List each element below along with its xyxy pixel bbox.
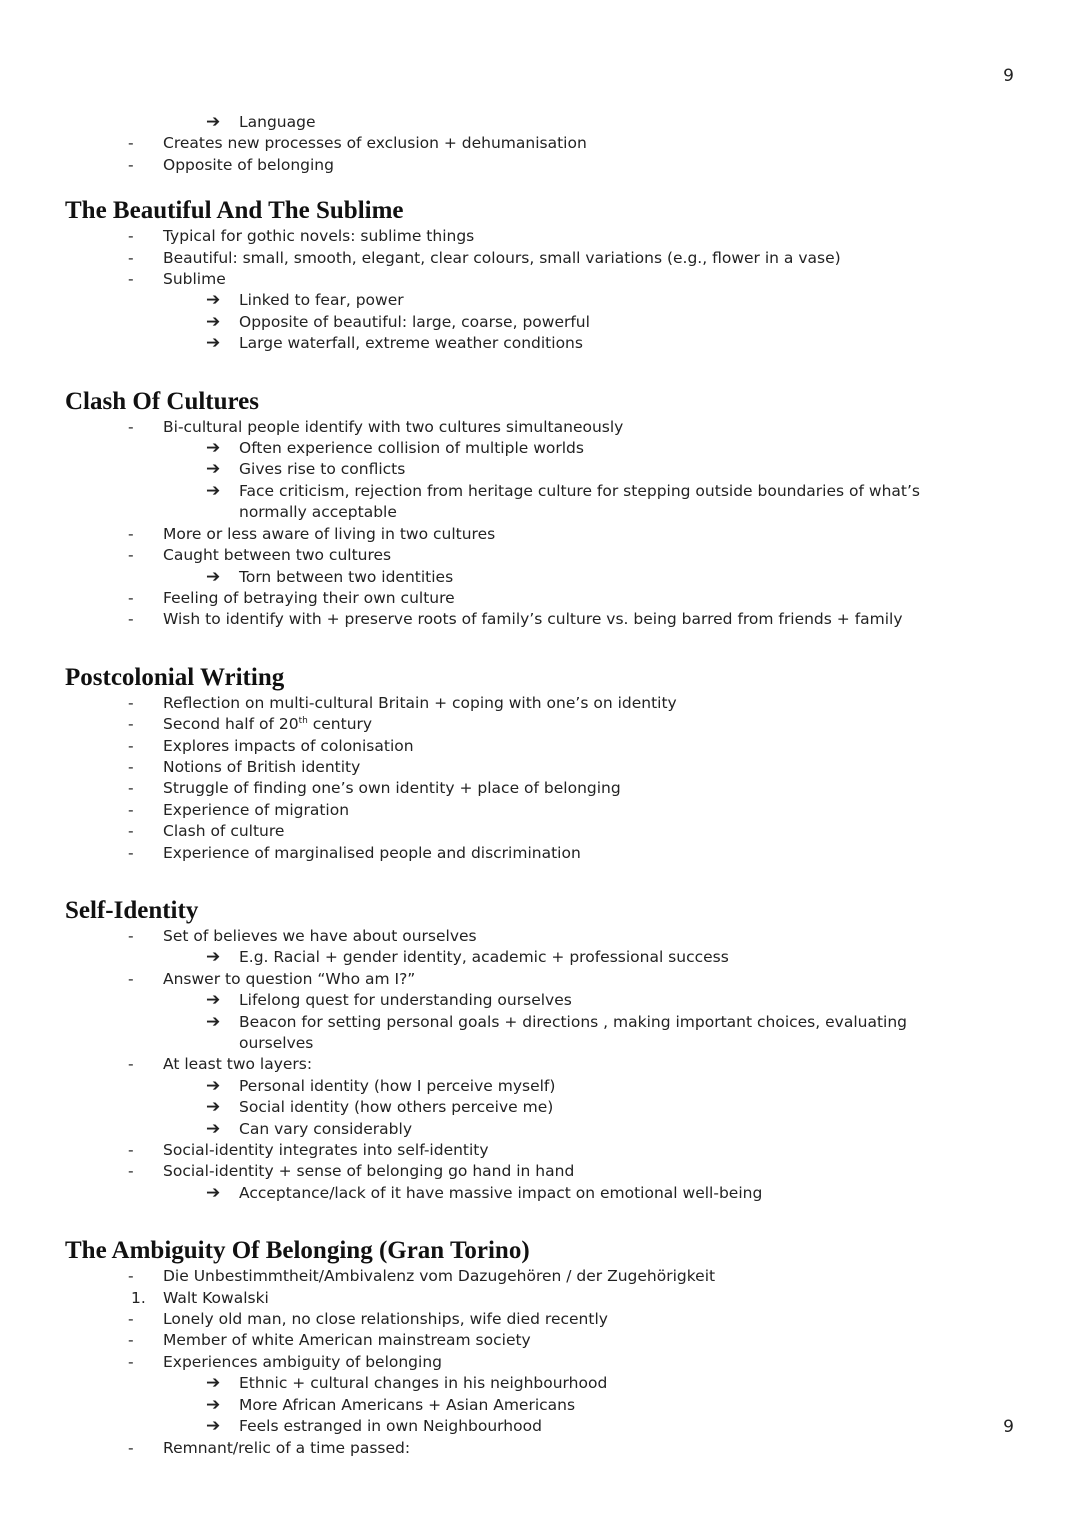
sub-bullet-item: [0, 290, 1080, 311]
sub-bullet-item: [0, 1373, 1080, 1394]
dash-icon: -: [128, 843, 134, 862]
arrow-icon: ➔: [206, 459, 221, 480]
section-heading: Postcolonial Writing: [65, 663, 285, 691]
item-text: Gives rise to conflicts: [239, 460, 406, 479]
item-text: More African Americans + Asian Americans: [239, 1395, 576, 1414]
dash-icon: -: [128, 1055, 134, 1074]
bullet-item: [0, 1330, 1080, 1351]
item-text: Beacon for setting personal goals + directions , making important choices, evaluating ourselves: [239, 1012, 907, 1052]
arrow-icon: ➔: [206, 1182, 221, 1203]
dash-icon: -: [128, 1310, 134, 1329]
sub-bullet-item: [0, 112, 1080, 133]
dash-icon: -: [128, 270, 134, 289]
item-text: Linked to fear, power: [239, 291, 404, 310]
item-text: Wish to identify with + preserve roots of family’s culture vs. being barred from friends + family: [163, 610, 903, 629]
bullet-item: [0, 545, 1080, 566]
item-text: Lifelong quest for understanding ourselves: [239, 991, 572, 1010]
bullet-item: [0, 1352, 1080, 1373]
dash-icon: -: [128, 1331, 134, 1350]
item-text: Personal identity (how I perceive myself): [239, 1076, 556, 1095]
bullet-item: [0, 1140, 1080, 1161]
bullet-item: [0, 524, 1080, 545]
item-text: Explores impacts of colonisation: [163, 736, 414, 755]
sub-bullet-item: [0, 1119, 1080, 1140]
bullet-item: [0, 1054, 1080, 1075]
bullet-item: [0, 969, 1080, 990]
bullet-item: [0, 248, 1080, 269]
sub-bullet-item: [0, 567, 1080, 588]
bullet-item: [0, 1266, 1080, 1287]
item-text: Experience of migration: [163, 800, 350, 819]
bullet-item: [0, 417, 1080, 438]
arrow-icon: ➔: [206, 1118, 221, 1139]
bullet-item: [0, 1288, 1080, 1309]
bullet-item: [0, 757, 1080, 778]
item-text: Die Unbestimmtheit/Ambivalenz vom Dazugehören / der Zugehörigkeit: [163, 1267, 716, 1286]
item-text: Set of believes we have about ourselves: [163, 926, 477, 945]
item-text: Experiences ambiguity of belonging: [163, 1352, 442, 1371]
item-text: Experience of marginalised people and discrimination: [163, 843, 581, 862]
item-text: Social-identity + sense of belonging go hand in hand: [163, 1162, 575, 1181]
sub-bullet-item: [0, 1012, 1080, 1055]
item-text: Caught between two cultures: [163, 546, 392, 565]
section-heading: The Beautiful And The Sublime: [65, 197, 404, 225]
dash-icon: -: [128, 757, 134, 776]
section: [0, 367, 1080, 631]
sub-bullet-item: [0, 990, 1080, 1011]
item-text: Ethnic + cultural changes in his neighbourhood: [239, 1374, 608, 1393]
arrow-icon: ➔: [206, 1011, 221, 1032]
item-text: Remnant/relic of a time passed:: [163, 1438, 411, 1457]
arrow-icon: ➔: [206, 112, 221, 132]
bullet-item: [0, 926, 1080, 947]
arrow-icon: ➔: [206, 566, 221, 587]
dash-icon: -: [128, 822, 134, 841]
item-text: Typical for gothic novels: sublime things: [163, 227, 475, 246]
item-text: Language: [239, 113, 316, 131]
item-text: Creates new processes of exclusion + dehumanisation: [163, 134, 587, 153]
item-text: Sublime: [163, 270, 226, 289]
item-text: Can vary considerably: [239, 1119, 412, 1138]
dash-icon: -: [128, 227, 134, 246]
sub-bullet-item: [0, 481, 1080, 524]
bullet-item: [0, 693, 1080, 714]
arrow-icon: ➔: [206, 438, 221, 459]
bullet-item: [0, 133, 1080, 154]
item-text: Feels estranged in own Neighbourhood: [239, 1417, 542, 1436]
number-marker: 1.: [131, 1288, 146, 1307]
arrow-icon: ➔: [206, 947, 221, 968]
dash-icon: -: [128, 248, 134, 267]
dash-icon: -: [128, 1162, 134, 1181]
arrow-icon: ➔: [206, 1373, 221, 1394]
section-heading: The Ambiguity Of Belonging (Gran Torino): [65, 1237, 530, 1265]
dash-icon: -: [128, 134, 134, 153]
dash-icon: -: [128, 588, 134, 607]
item-text: [163, 714, 1080, 735]
dash-icon: -: [128, 969, 134, 988]
item-text: Reflection on multi-cultural Britain + coping with one’s on identity: [163, 693, 677, 712]
section-heading: Clash Of Cultures: [65, 387, 260, 415]
page-number-bottom: 9: [1003, 1417, 1014, 1437]
bullet-item: [0, 1161, 1080, 1182]
item-text: Bi-cultural people identify with two cultures simultaneously: [163, 417, 624, 436]
arrow-icon: ➔: [206, 990, 221, 1011]
dash-icon: -: [128, 779, 134, 798]
item-text: Lonely old man, no close relationships, wife died recently: [163, 1310, 608, 1329]
item-text: Beautiful: small, smooth, elegant, clear colours, small variations (e.g., flower in a vase): [163, 248, 841, 267]
dash-icon: -: [128, 715, 134, 734]
bullet-item: [0, 609, 1080, 630]
item-text-after: century: [307, 715, 373, 734]
item-text: At least two layers:: [163, 1055, 313, 1074]
sub-bullet-item: [0, 1395, 1080, 1416]
section-heading: Self-Identity: [65, 896, 199, 924]
sub-bullet-item: [0, 1076, 1080, 1097]
item-text: Social identity (how others perceive me): [239, 1098, 554, 1117]
item-text: Opposite of beautiful: large, coarse, powerful: [239, 312, 590, 331]
item-text: Face criticism, rejection from heritage culture for stepping outside boundaries of what’s normally acceptable: [239, 481, 920, 522]
dash-icon: -: [128, 610, 134, 629]
arrow-icon: ➔: [206, 333, 221, 354]
dash-icon: -: [128, 1141, 134, 1160]
item-text: Acceptance/lack of it have massive impact on emotional well-being: [239, 1183, 763, 1202]
item-text: Feeling of betraying their own culture: [163, 588, 455, 607]
item-text: Walt Kowalski: [163, 1288, 269, 1307]
dash-icon: -: [128, 1352, 134, 1371]
superscript: th: [298, 715, 308, 726]
bullet-item: [0, 155, 1080, 176]
item-text: Notions of British identity: [163, 757, 361, 776]
sub-bullet-item: [0, 312, 1080, 333]
page-number-top: 9: [1003, 66, 1014, 86]
section: [0, 643, 1080, 864]
arrow-icon: ➔: [206, 290, 221, 311]
bullet-item: [0, 1438, 1080, 1459]
section: [0, 876, 1080, 1204]
sub-bullet-item: [0, 1416, 1080, 1437]
sub-bullet-item: [0, 459, 1080, 480]
item-text: Opposite of belonging: [163, 155, 334, 174]
sub-bullet-item: [0, 333, 1080, 354]
arrow-icon: ➔: [206, 1097, 221, 1118]
item-text: Social-identity integrates into self-identity: [163, 1141, 489, 1160]
arrow-icon: ➔: [206, 311, 221, 332]
item-text: Torn between two identities: [239, 567, 454, 586]
sub-bullet-item: [0, 1097, 1080, 1118]
section: [0, 1216, 1080, 1459]
notes-content: [0, 112, 1080, 1459]
item-text: Large waterfall, extreme weather conditions: [239, 334, 583, 353]
dash-icon: -: [128, 1438, 134, 1457]
bullet-item: [0, 843, 1080, 864]
arrow-icon: ➔: [206, 1075, 221, 1096]
dash-icon: -: [128, 800, 134, 819]
sub-bullet-item: [0, 438, 1080, 459]
dash-icon: -: [128, 524, 134, 543]
section: [0, 176, 1080, 354]
bullet-item: [0, 714, 1080, 735]
item-text: Clash of culture: [163, 822, 285, 841]
item-text: Struggle of finding one’s own identity + place of belonging: [163, 779, 621, 798]
bullet-item: [0, 800, 1080, 821]
dash-icon: -: [128, 546, 134, 565]
item-text: More or less aware of living in two cultures: [163, 524, 496, 543]
item-text: Answer to question “Who am I?”: [163, 969, 416, 988]
sub-bullet-item: [0, 947, 1080, 968]
dash-icon: -: [128, 417, 134, 436]
sub-bullet-item: [0, 1183, 1080, 1204]
item-text: E.g. Racial + gender identity, academic + professional success: [239, 948, 729, 967]
item-text-main: Second half of 20: [163, 715, 299, 734]
item-text: Often experience collision of multiple worlds: [239, 439, 584, 458]
dash-icon: -: [128, 155, 134, 174]
bullet-item: [0, 588, 1080, 609]
arrow-icon: ➔: [206, 480, 221, 501]
bullet-item: [0, 778, 1080, 799]
dash-icon: -: [128, 736, 134, 755]
bullet-item: [0, 736, 1080, 757]
arrow-icon: ➔: [206, 1416, 221, 1437]
bullet-item: [0, 269, 1080, 290]
dash-icon: -: [128, 926, 134, 945]
bullet-item: [0, 821, 1080, 842]
bullet-item: [0, 226, 1080, 247]
item-text: Member of white American mainstream society: [163, 1331, 531, 1350]
dash-icon: -: [128, 1267, 134, 1286]
dash-icon: -: [128, 693, 134, 712]
intro-list: [0, 112, 1080, 176]
bullet-item: [0, 1309, 1080, 1330]
arrow-icon: ➔: [206, 1394, 221, 1415]
